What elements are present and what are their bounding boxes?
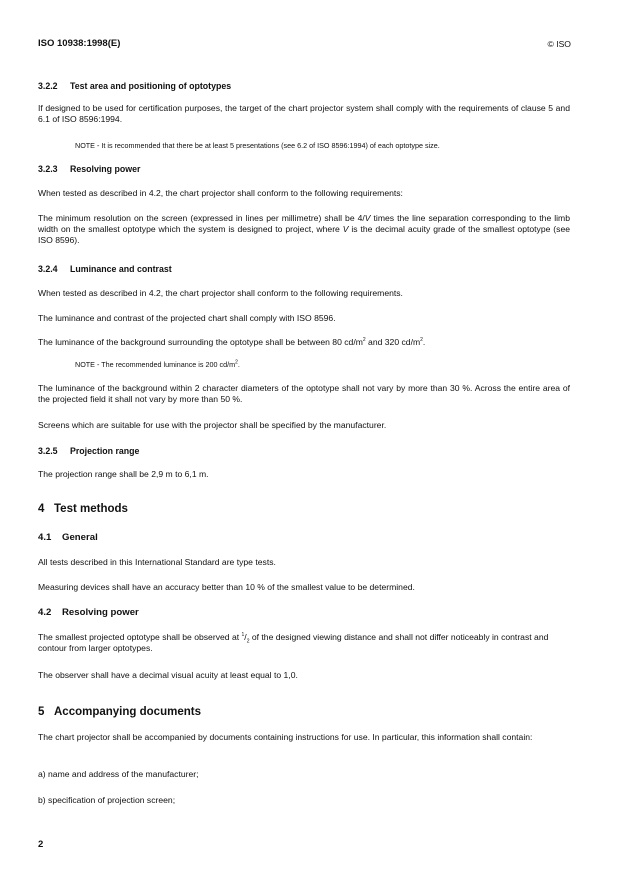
paragraph: The projection range shall be 2,9 m to 6,1 m.	[38, 469, 209, 479]
section-number: 4	[38, 503, 45, 515]
heading-4	[38, 503, 128, 515]
paragraph: Measuring devices shall have an accuracy better than 10 % of the smallest value to be determined.	[38, 582, 415, 592]
paragraph: When tested as described in 4.2, the chart projector shall conform to the following requirements:	[38, 188, 403, 198]
paragraph: The observer shall have a decimal visual acuity at least equal to 1,0.	[38, 670, 298, 680]
section-number: 5	[38, 706, 45, 718]
heading-3-2-5	[38, 446, 139, 456]
paragraph: When tested as described in 4.2, the chart projector shall conform to the following requirements.	[38, 288, 403, 298]
section-number: 3.2.5	[38, 446, 58, 456]
page-number: 2	[38, 839, 44, 850]
heading-5	[38, 706, 201, 718]
heading-3-2-2	[38, 81, 231, 91]
section-number: 3.2.3	[38, 164, 58, 174]
paragraph: Screens which are suitable for use with the projector shall be specified by the manufacturer.	[38, 420, 387, 430]
section-title: General	[62, 532, 98, 543]
section-title: Accompanying documents	[54, 706, 201, 718]
copyright-notice: © ISO	[547, 39, 571, 49]
section-number: 3.2.2	[38, 81, 58, 91]
section-title: Resolving power	[70, 164, 141, 174]
paragraph: The chart projector shall be accompanied by documents containing instructions for use. In particular, this information shall contain:	[38, 732, 533, 742]
paragraph: The smallest projected optotype shall be observed at $^1/_2$ of the designed viewing distance and shall not differ noticeably in contrast and contour from larger optotypes.	[38, 632, 549, 653]
section-title: Resolving power	[62, 607, 139, 618]
paragraph: All tests described in this International Standard are type tests.	[38, 557, 276, 567]
list-item: b) specification of projection screen;	[38, 795, 176, 805]
section-number: 4.1	[38, 532, 52, 543]
section-number: 3.2.4	[38, 264, 58, 274]
paragraph: The minimum resolution on the screen (expressed in lines per millimetre) shall be 4/V times the line separation corresponding to the limb width on the smallest optotype which the system is designed to project, where V is the decimal acuity grade of the smallest optotype (see ISO 8596).	[38, 213, 571, 245]
list-item: a) name and address of the manufacturer;	[38, 769, 199, 779]
paragraph: The luminance and contrast of the projected chart shall comply with ISO 8596.	[38, 313, 336, 323]
heading-3-2-4	[38, 264, 172, 274]
note: NOTE - It is recommended that there be at least 5 presentations (see 6.2 of ISO 8596:1994) of each optotype size.	[75, 141, 440, 150]
paragraph: The luminance of the background within 2 character diameters of the optotype shall not vary by more than 30 %. Across the entire area of the projected field it shall not vary by more than 50 %.	[38, 383, 570, 404]
heading-3-2-3	[38, 164, 140, 174]
paragraph: If designed to be used for certification purposes, the target of the chart projector system shall comply with the requirements of clause 5 and 6.1 of ISO 8596:1994.	[38, 103, 570, 124]
section-title: Luminance and contrast	[70, 264, 172, 274]
section-number: 4.2	[38, 607, 52, 618]
note: NOTE - The recommended luminance is 200 $cd/m^2$.	[75, 359, 240, 369]
section-title: Test area and positioning of optotypes	[70, 81, 232, 91]
heading-4-1	[38, 532, 98, 543]
document-id: ISO 10938:1998(E)	[38, 38, 121, 49]
section-title: Test methods	[54, 503, 128, 515]
paragraph: The luminance of the background surrounding the optotype shall be between 80 $cd/m^2$ and 320 $cd/m^2$.	[38, 337, 426, 347]
heading-4-2	[38, 607, 139, 618]
section-title: Projection range	[70, 446, 140, 456]
